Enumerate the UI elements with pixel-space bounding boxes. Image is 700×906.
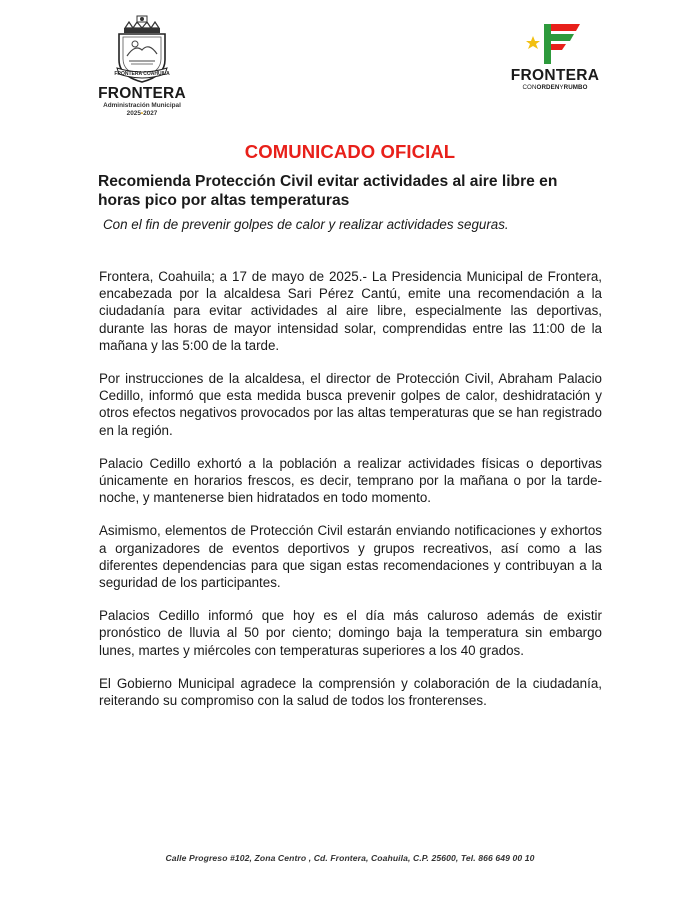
body-paragraph: Palacios Cedillo informó que hoy es el día más caluroso además de existir pronóstico de lluvia al 50 por ciento; domingo baja la temperatura sin embargo lunes, martes y miércoles con temperaturas superiores a los 40 grados. [99, 608, 602, 658]
body-paragraph: Frontera, Coahuila; a 17 de mayo de 2025.- La Presidencia Municipal de Frontera, encabezada por la alcaldesa Sari Pérez Cantú, emite una recomendación a la ciudadanía para evitar actividades al aire libre, especialmente las deportivas, durante las horas de mayor intensidad solar, comprendidas entre las 11:00 de la mañana y las 5:00 de la tarde. [99, 269, 602, 353]
frontera-brand-logo [500, 20, 610, 92]
seal-administration-label: Administración Municipal [103, 102, 181, 109]
footer-address: Calle Progreso #102, Zona Centro , Cd. Frontera, Coahuila, C.P. 25600, Tel. 866 649 00 10 [165, 853, 535, 863]
body-paragraph: Por instrucciones de la alcaldesa, el director de Protección Civil, Abraham Palacio Cedillo, informó que esta medida busca prevenir golpes de calor, deshidratación y otros efectos negativos provocados por las altas temperaturas que se han registrado en la región. [99, 371, 602, 438]
body-paragraph: Asimismo, elementos de Protección Civil estarán enviando notificaciones y exhortos a organizadores de eventos deportivos y grupos recreativos, así como a las diferentes dependencias para que sigan estas recomendaciones y contribuyan a la seguridad de los participantes. [99, 523, 602, 591]
seal-municipality-name: FRONTERA [98, 85, 186, 102]
municipal-seal-logo [94, 14, 190, 118]
body-paragraph: El Gobierno Municipal agradece la comprensión y colaboración de la ciudadanía, reiterando su compromiso con la salud de todos los fronterenses. [99, 675, 602, 709]
frontera-f-logo-icon [524, 20, 586, 66]
subheadline: Con el fin de prevenir golpes de calor y realizar actividades seguras. [103, 217, 509, 232]
headline: Recomienda Protección Civil evitar actividades al aire libre en horas pico por altas temperaturas [98, 173, 558, 209]
brand-slogan: CONORDENYRUMBO [522, 84, 588, 91]
seal-years: 2025•2027 [126, 110, 158, 117]
document-title: COMUNICADO OFICIAL [244, 141, 456, 162]
press-release-body [99, 268, 602, 725]
brand-name: FRONTERA [510, 67, 600, 84]
coat-of-arms-icon [107, 14, 177, 84]
svg-text:FRONTERA COAHUILA: FRONTERA COAHUILA [114, 71, 170, 77]
body-paragraph: Palacio Cedillo exhortó a la población a realizar actividades físicas o deportivas únicamente en horarios frescos, es decir, temprano por la mañana o por la tarde-noche, y mantenerse bien hidratados en todo momento. [99, 455, 602, 506]
